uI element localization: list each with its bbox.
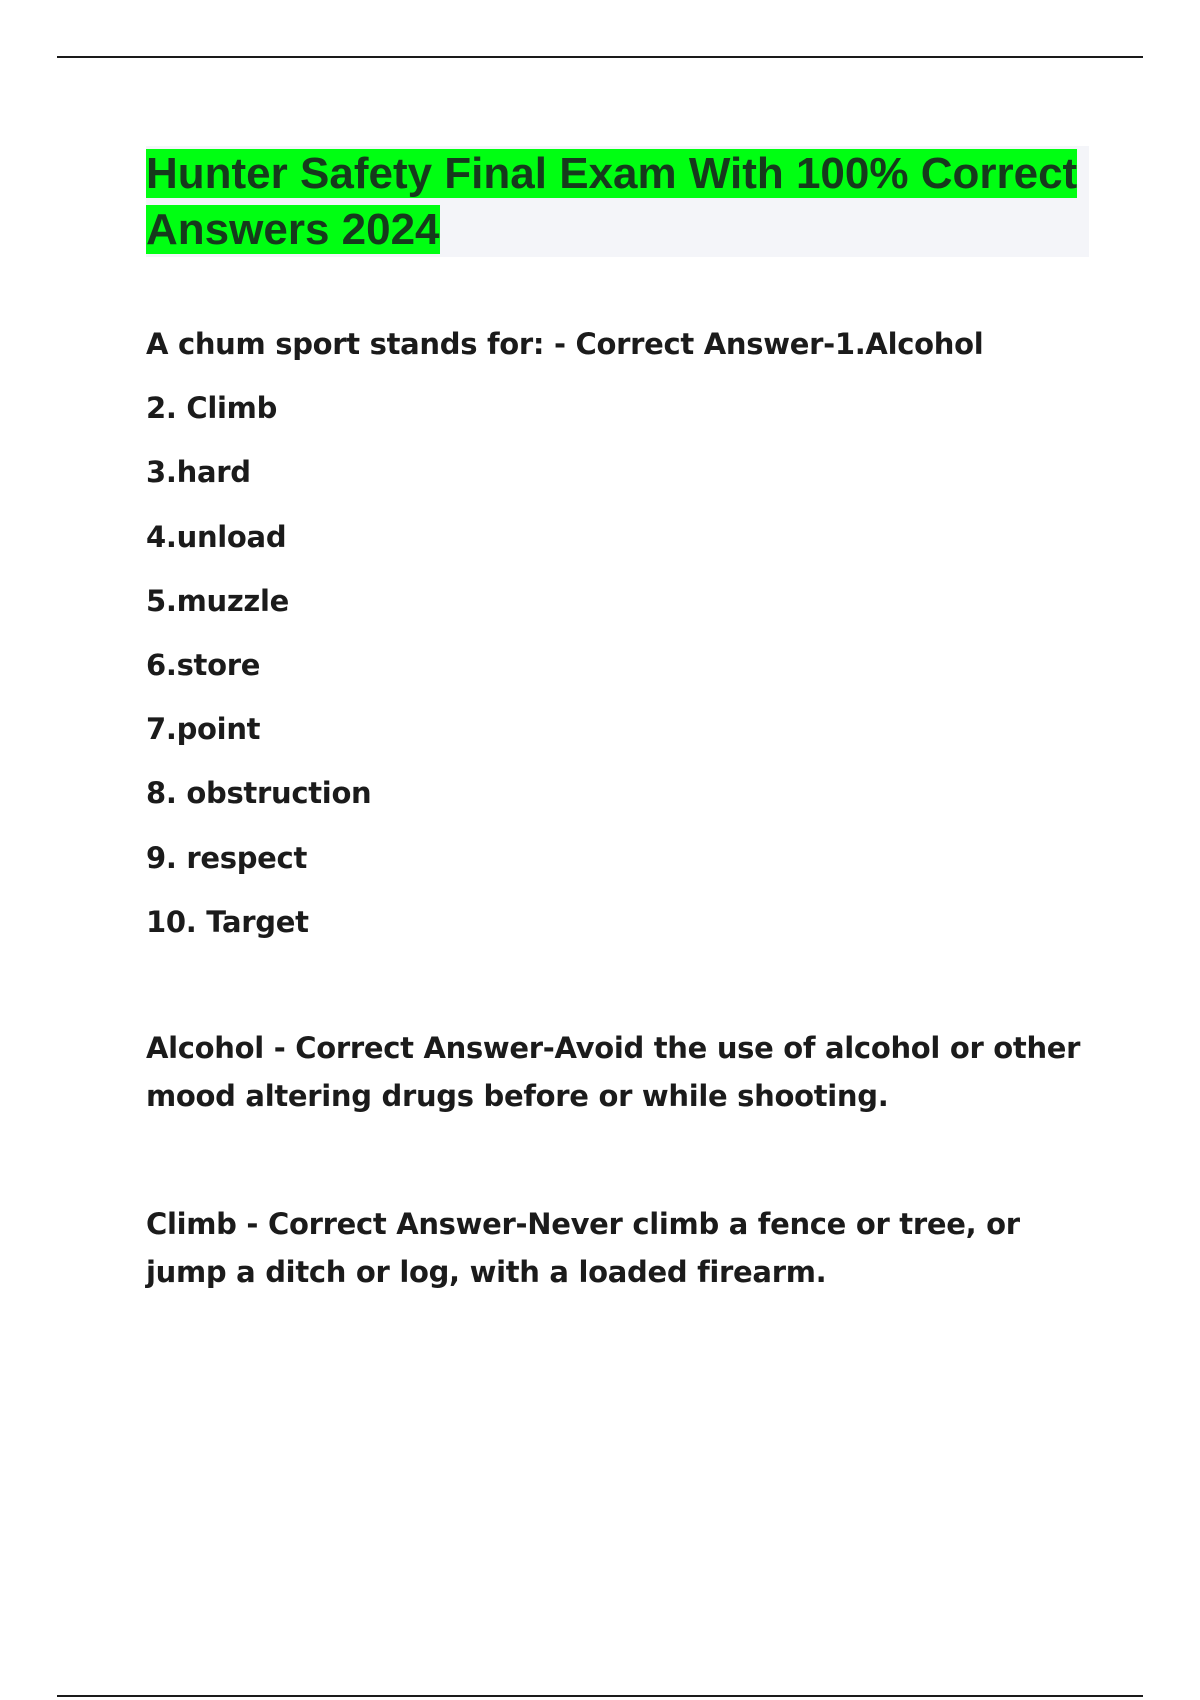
list-item: 2. Climb [146,391,278,426]
list-item: 10. Target [146,904,309,939]
list-item: 6.store [146,647,261,682]
list-item: 8. obstruction [146,776,372,811]
list-item: 5.muzzle [146,583,290,618]
title-highlight: Hunter Safety Final Exam With 100% Correct Answers 2024 [146,149,1078,254]
list-question: A chum sport stands for: - Correct Answer-1.Alcohol [146,327,984,361]
list-item: 3.hard [146,455,251,490]
list-item: 7.point [146,712,261,747]
qa-paragraph-alcohol: Alcohol - Correct Answer-Avoid the use of alcohol or other mood altering drugs before or while shooting. [146,1030,1081,1113]
header-rule [57,56,1143,58]
footer-rule [57,1695,1143,1697]
qa-paragraph-climb: Climb - Correct Answer-Never climb a fence or tree, or jump a ditch or log, with a loaded firearm. [146,1206,1020,1289]
document-body [146,322,1086,1296]
list-item: 4.unload [146,519,287,554]
list-item: 9. respect [146,840,308,875]
document-title [146,146,1089,258]
